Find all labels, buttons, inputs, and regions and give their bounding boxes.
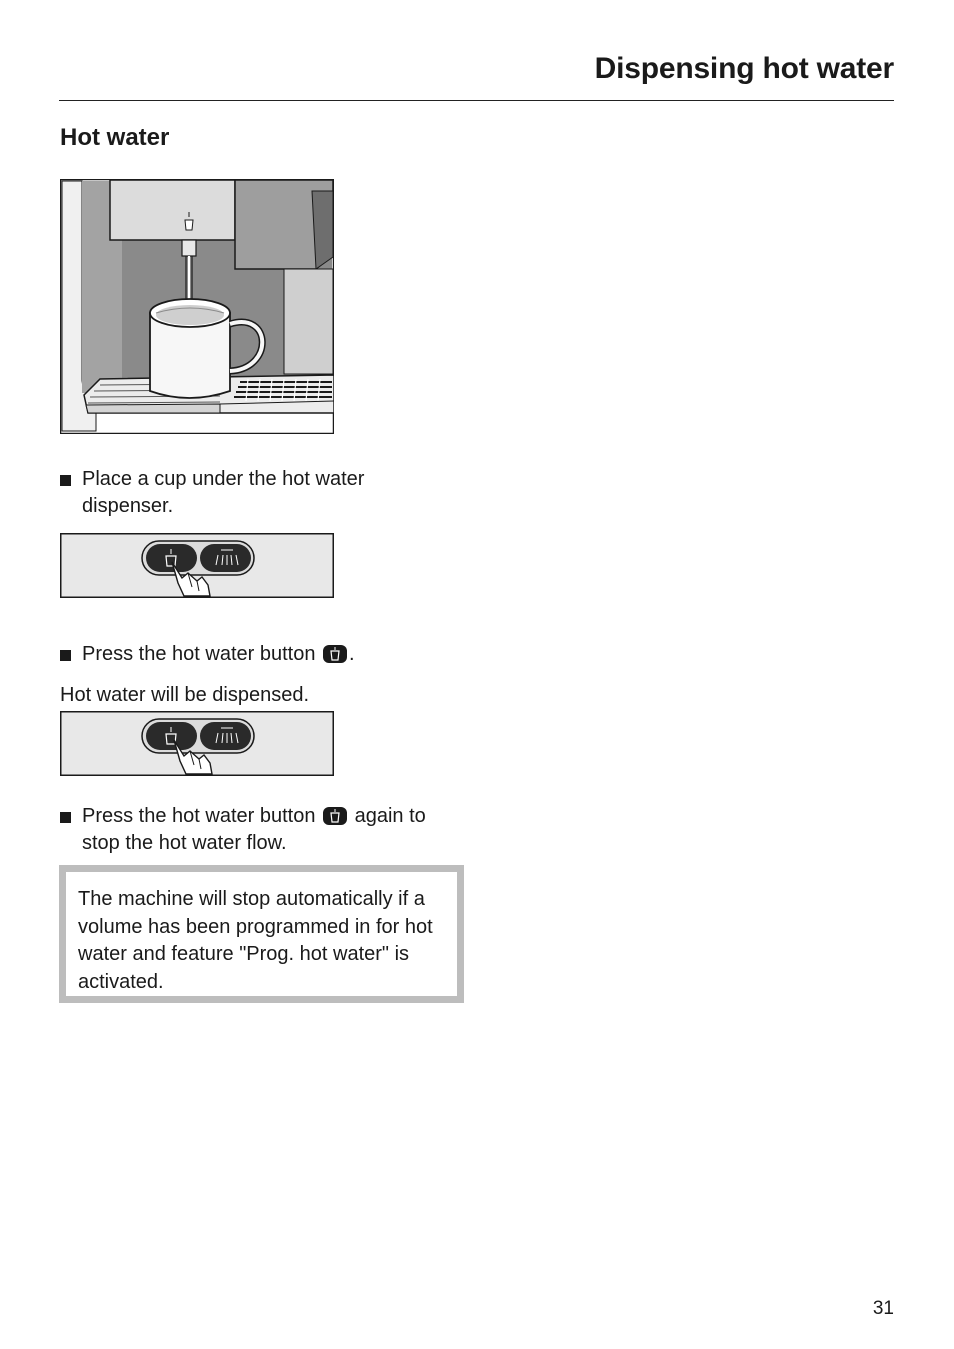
step-text-after: . [349,643,355,665]
page-number: 31 [872,1298,894,1319]
page-title: Dispensing hot water [594,52,894,85]
step-text-after: again to stop the hot water flow. [82,805,426,854]
square-bullet-icon [60,650,71,661]
step-place-cup [60,466,460,520]
step-press-again [60,803,460,857]
hot-water-cup-icon [323,807,347,825]
note-text: The machine will stop automatically if a volume has been programmed in for hot water and feature "Prog. hot water" is activated. [78,888,433,993]
control-panel-press-again-illustration [60,711,334,776]
coffee-machine-cup-illustration [60,179,334,434]
step-press-button [60,641,460,668]
step-text: Place a cup under the hot water dispenser. [82,468,365,517]
result-text: Hot water will be dispensed. [60,684,310,706]
square-bullet-icon [60,812,71,823]
section-heading: Hot water [60,124,170,151]
hot-water-cup-icon [323,645,347,663]
square-bullet-icon [60,475,71,486]
step-text-before: Press the hot water button [82,643,316,665]
title-divider [59,100,894,101]
control-panel-press-illustration [60,533,334,598]
step-text-before: Press the hot water button [82,805,316,827]
note-box [59,865,464,1003]
